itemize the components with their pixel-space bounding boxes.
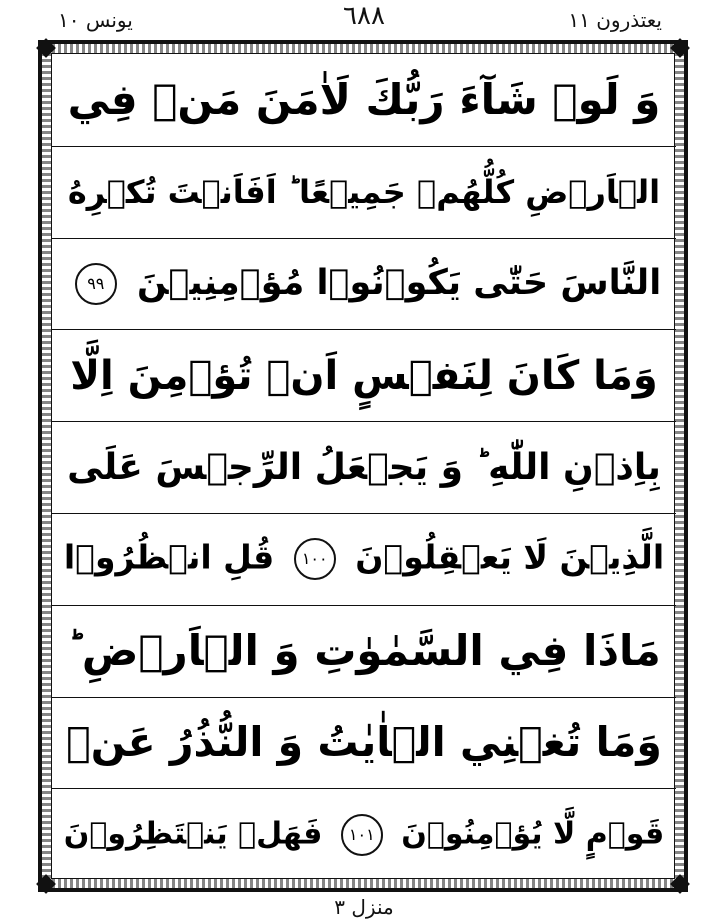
surah-name-header: يونس ١٠ xyxy=(58,8,133,32)
ayah-text: بِاِذۡنِ اللّٰهِ ؕ وَ يَجۡعَلُ الرِّجۡسَ عَلَى xyxy=(67,446,661,488)
manzil-footer: منزل ٣ xyxy=(334,895,394,919)
ayah-text: الۡاَرۡضِ كُلُّهُمۡ جَمِيۡعًا ؕ اَفَاَنۡتَ تُكۡرِهُ xyxy=(67,173,661,212)
quran-page-text xyxy=(52,54,676,880)
ayah-number-marker: ٩٩ xyxy=(75,263,117,305)
ayah-text: وَ لَوۡ شَآءَ رَبُّكَ لَاٰمَنَ مَنۡ فِي xyxy=(67,74,661,124)
frame-border-bottom xyxy=(46,879,680,888)
text-line-6 xyxy=(52,513,676,605)
text-line-4 xyxy=(52,329,676,421)
ayah-number-marker: ١٠١ xyxy=(341,814,383,856)
frame-border-top xyxy=(46,44,680,53)
frame-border-right xyxy=(675,48,684,884)
ayah-segment: قُلِ انۡظُرُوۡا xyxy=(63,537,275,577)
ayah-segment: قَوۡمٍ لَّا يُؤۡمِنُوۡنَ xyxy=(401,816,665,852)
text-line-1 xyxy=(52,54,676,146)
frame-border-left xyxy=(42,48,51,884)
page-number: ٦٨٨ xyxy=(343,1,385,31)
text-line-5 xyxy=(52,421,676,513)
text-line-2 xyxy=(52,146,676,238)
ayah-number-marker: ١٠٠ xyxy=(294,538,336,580)
ayah-segment: الَّذِيۡنَ لَا يَعۡقِلُوۡنَ xyxy=(355,537,665,577)
ayah-text: وَمَا كَانَ لِنَفۡسٍ اَنۡ تُؤۡمِنَ اِلَّا xyxy=(70,352,658,399)
text-line-3 xyxy=(52,238,676,330)
text-line-7 xyxy=(52,605,676,697)
text-line-8 xyxy=(52,697,676,789)
ayah-text xyxy=(64,538,664,580)
text-line-9 xyxy=(52,788,676,880)
ayah-text: مَاذَا فِي السَّمٰوٰتِ وَ الۡاَرۡضِ ؕ xyxy=(67,626,661,676)
ayah-text xyxy=(64,814,664,856)
ayah-text xyxy=(67,263,661,305)
ayah-segment: فَهَلۡ يَنۡتَظِرُوۡنَ xyxy=(63,816,323,852)
juz-name-header: يعتذرون ١١ xyxy=(568,8,662,32)
ayah-text: وَمَا تُغۡنِي الۡاٰيٰتُ وَ النُّذُرُ عَنۡ xyxy=(66,718,662,767)
ayah-segment: النَّاسَ حَتّٰى يَكُوۡنُوۡا مُؤۡمِنِيۡنَ xyxy=(136,262,662,303)
